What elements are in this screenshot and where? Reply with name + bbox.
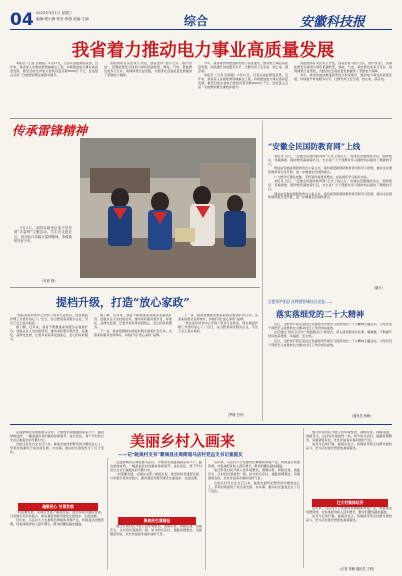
feature-credit: （吴彬 摄） bbox=[40, 279, 58, 283]
masthead-logo: 安徽科技报 bbox=[300, 15, 366, 30]
bottom-col-divider-3 bbox=[303, 428, 304, 568]
middle-body-col1: “我在家政培训中心学到了很多专业知识，现在做起护理工作更有信心了。”近日，在合肥某家政服务企业，学员王女士高兴地说。 据了解，近年来，我省不断推进家政服务业提质扩容，加强从业人员技能培训，推动家政服务规范化、标准化、品牌化发展，让更多家庭享受到放心、安心的家政服务。 bbox=[10, 314, 88, 342]
children-bowing-photo bbox=[80, 138, 256, 278]
bottom-body-col2b: 他还带领村民开展人居环境整治，清理垃圾、拆除违建、栽植花木，让村容村貌焕然一新。如今的马店村，道路宽阔整洁，房屋错落有致，处处洋溢着幸福和谐的气息。 bbox=[110, 525, 202, 536]
page-number: 04 bbox=[10, 10, 34, 30]
bottom-credit: （记者 刘畅 通讯员 王明） bbox=[338, 567, 377, 571]
middle-body-col2: 据了解，近年来，我省不断推进家政服务业提质扩容，加强从业人员技能培训，推动家政服务规范化、标准化、品牌化发展，让更多家庭享受到放心、安心的家政服务。 下一步，我省将继续实施家政服务提质扩容行动，完善家政服务信用体系，持续打造“放心家政”品牌。 bbox=[94, 314, 172, 338]
bottom-box-head-1: 凝聚民心 引领发展 bbox=[18, 503, 98, 511]
lead-headline: 我省着力推动电力事业高质量发展 bbox=[71, 41, 335, 61]
right-article-body: 本报讯 近日，“安徽全民国防教育网”正式上线运行。该网站设置国防动态、国防知识、英模事迹、国防教育基地等栏目，为全省广大干部群众学习国防知识提供了便捷的平台。 网站由安徽省国防教育办公室主办，将持续更新国防教育资讯和学习资源，推动全民国防教育常态化开展，进一步增强全民国防观念。 广大群众可通过电脑、手机等终端登录网站，在线浏览学习相关内容。 本报讯 近日，“安徽全民国防教育网”正式上线运行。该网站设置国防动态、国防知识、英模事迹、国防教育基地等栏目，为全省广大干部群众学习国防知识提供了便捷的平台。 网站由安徽省国防教育办公室主办，将持续更新国防教育资讯和学习资源，推动全民国防教育常态化开展，进一步增强全民国防观念。 bbox=[268, 155, 392, 200]
right-article-credit: （晓宇） bbox=[372, 286, 385, 290]
right2-credit: （通讯员 杨帆） bbox=[350, 414, 374, 418]
bottom-body-col1: 走进蒙城县庄周街道马店村，平整的水泥路通到家家户户，路边绿树成荫，一幅美丽乡村的画卷徐徐展开。这些变化，离不开村党总支书记崔振友的辛勤付出。 自担任村党总支书记以来，崔振友始终把群众的冷暖放在心上，带领村两委班子成员谋发展、办实事，推动村庄面貌发生了巨大变化。 bbox=[10, 431, 104, 455]
bottom-body-col4: 他还带领村民开展人居环境整治，清理垃圾、拆除违建、栽植花木，让村容村貌焕然一新。如今的马店村，道路宽阔整洁，房屋错落有致，处处洋溢着幸福和谐的气息。 谈及今后的打算，崔振友表示，将继续带领全村群众团结奋斗，把马店村建设得更加美丽富饶。 bbox=[306, 431, 392, 451]
right-column-divider bbox=[262, 121, 263, 421]
bottom-body-col1b: “村里要发展，关键在支部。”崔振友说。他坚持抓党建促发展，以党建引领乡村振兴，推动基层党组织建设全面进步、全面过硬。 近年来，马店村大力发展特色种植和养殖产业，积极盘活闲置资源，村集体经济收入逐年增长，群众的腰包越来越鼓。 bbox=[10, 511, 104, 527]
feature-caption: 3月2日，阜阳市颍州区某小学开展“学雷锋”主题活动，学生们走进社区，用实际行动践行雷锋精神，争做新时代好少年。 bbox=[14, 226, 72, 243]
right2-title: 落实落细党的二十大精神 bbox=[276, 309, 364, 319]
feature-banner: 传承雷锋精神 bbox=[12, 123, 88, 138]
lead-rule bbox=[10, 118, 392, 119]
bottom-body-col2: 走进蒙城县庄周街道马店村，平整的水泥路通到家家户户，路边绿树成荫，一幅美丽乡村的画卷徐徐展开。这些变化，离不开村党总支书记崔振友的辛勤付出。 “村里要发展，关键在支部。”崔振友说。他坚持抓党建促发展，以党建引领乡村振兴，推动基层党组织建设全面进步、全面过硬。 bbox=[110, 461, 202, 481]
right2-body: 近日，合肥市庐阳区某社区党委组织开展学习贯彻党的二十大精神主题活动，引导党员干部把学习成果转化为推动社区工作的实际成效。 社区通过“党员示范岗”“网格服务日”等形式，深入居民群众办实事、解难题，不断提升居民的获得感、幸福感、安全感。 近日，合肥市庐阳区某社区党委组织开展学习贯彻党的二十大精神主题活动，引导党员干部把学习成果转化为推动社区工作的实际成效。 bbox=[268, 323, 392, 347]
bottom-body-col4b: 近年来，马店村大力发展特色种植和养殖产业，积极盘活闲置资源，村集体经济收入逐年增长，群众的腰包越来越鼓。 谈及今后的打算，崔振友表示，将继续带领全村群众团结奋斗，把马店村建设得更加美丽富饶。 bbox=[306, 507, 392, 523]
bottom-box-head-2: 聚焦民生谋福祉 bbox=[118, 517, 196, 525]
bottom-headline: 美丽乡村入画来 bbox=[130, 432, 236, 450]
lead-body-col1: 本报讯（记者 张晓燕）2月27日，记者从省能源局获悉，近年来，我省深入实施能源领域重点工程，持续推进电力事业高质量发展，截至目前全省电力装机容量突破9000万千瓦，发电量占全省一次能源消费比重稳步提升。 bbox=[10, 62, 98, 77]
bottom-rule bbox=[10, 424, 392, 425]
lead-body-col2: 省能源局有关负责人介绍，我省坚持“稳字当头、稳中求进”，统筹能源安全保供与绿色低碳转型，煤电、气电、新能源发电多元互补，电网网架日益坚强，为经济社会高质量发展提供了坚强电力保障。 bbox=[104, 62, 192, 77]
section-name: 综合 bbox=[184, 14, 209, 28]
middle-rule bbox=[10, 287, 260, 288]
lead-body-col3: 今年，我省将加快推进新型电力系统建设，推动电力事业高质量发展，持续提升供电服务水平，让群众用上安全电、放心电、满意电。 本报讯（记者 张晓燕）2月27日，记者从省能源局获悉，近年来，我省深入实施能源领域重点工程，持续推进电力事业高质量发展，截至目前全省电力装机容量突破9000万千瓦，发电量占全省一次能源消费比重稳步提升。 bbox=[198, 62, 288, 90]
lead-body-col4: 省能源局有关负责人介绍，我省坚持“稳字当头、稳中求进”，统筹能源安全保供与绿色低碳转型，煤电、气电、新能源发电多元互补，电网网架日益坚强，为经济社会高质量发展提供了坚强电力保障。 今年，我省将加快推进新型电力系统建设，推动电力事业高质量发展，持续提升供电服务水平，让群众用上安全电、放心电、满意电。 bbox=[294, 62, 392, 82]
middle-headline: 提档升级，打造“放心家政” bbox=[56, 296, 190, 309]
right-article-title: “安徽全民国防教育网”上线 bbox=[268, 142, 361, 151]
middle-credit: （罗敏 吕华） bbox=[226, 413, 247, 417]
header-rule bbox=[10, 29, 392, 30]
right2-kicker: 合肥市庐阳区各种港智城社区党委—— bbox=[268, 299, 333, 304]
bottom-body-col3: 近年来，马店村大力发展特色种植和养殖产业，积极盘活闲置资源，村集体经济收入逐年增长，群众的腰包越来越鼓。 他还带领村民开展人居环境整治，清理垃圾、拆除违建、栽植花木，让村容村貌焕然一新。如今的马店村，道路宽阔整洁，房屋错落有致，处处洋溢着幸福和谐的气息。 自担任村党总支书记以来，崔振友始终把群众的冷暖放在心上，带领村两委班子成员谋发展、办实事，推动村庄面貌发生了巨大变化。 bbox=[208, 461, 300, 493]
middle-body-col3: 下一步，我省将继续实施家政服务提质扩容行动，完善家政服务信用体系，持续打造“放心家政”品牌。 “我在家政培训中心学到了很多专业知识，现在做起护理工作更有信心了。”近日，在合肥某家政服务企业，学员王女士高兴地说。 bbox=[178, 314, 258, 334]
edition-line: 编辑:程小薇 校对:李康 美编:王丽 bbox=[36, 17, 89, 21]
feature-photo bbox=[80, 138, 256, 278]
date-line: 2023年3月1日 星期三 bbox=[36, 11, 73, 15]
bottom-col-divider-2 bbox=[205, 458, 206, 570]
bottom-col-divider-1 bbox=[107, 458, 108, 570]
bottom-box-head-3: 壮大村集体经济 bbox=[312, 499, 388, 507]
bottom-subtitle: ——记“皖美村支书”蒙城县庄周街道马店村党总支书记崔振友 bbox=[118, 453, 243, 458]
